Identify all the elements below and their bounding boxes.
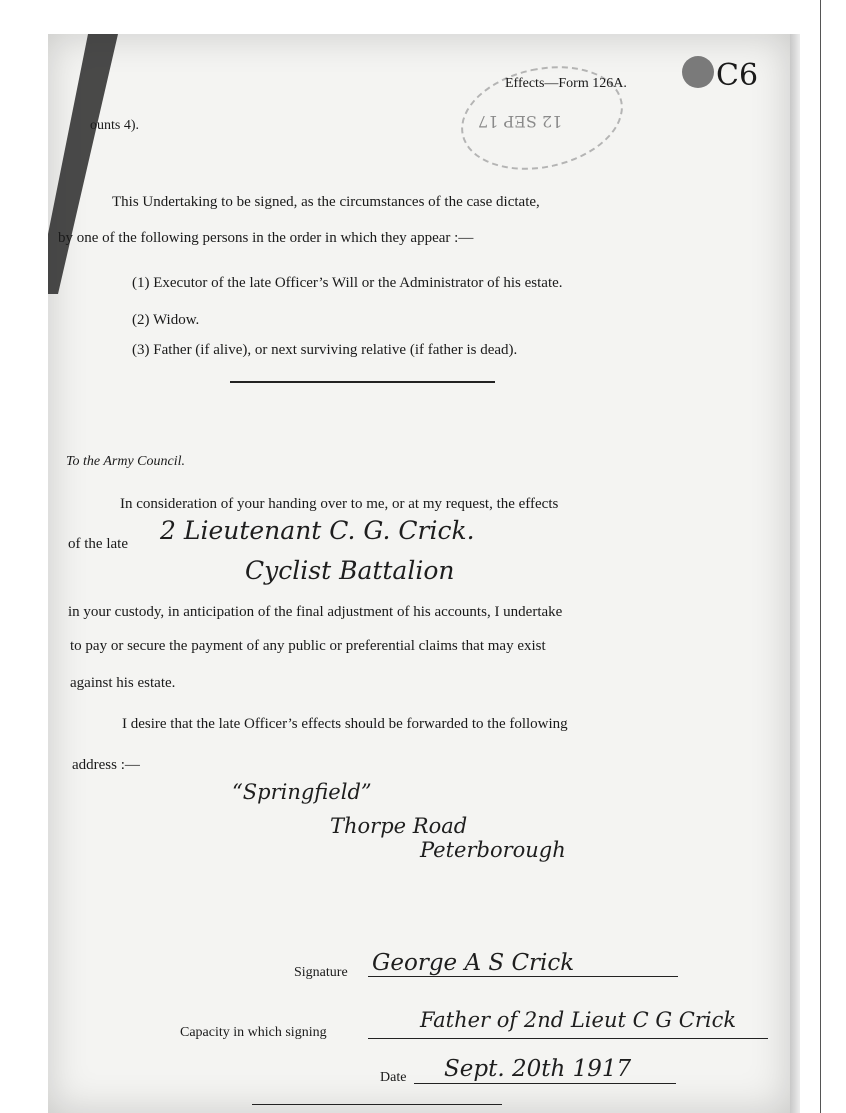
consideration-line: In consideration of your handing over to me, or at my request, the effects	[120, 496, 559, 512]
address-label: address :—	[72, 757, 140, 773]
instruction-item-1: (1) Executor of the late Officer’s Will or the Administrator of his estate.	[132, 275, 563, 291]
custody-line-1: in your custody, in anticipation of the final adjustment of his accounts, I undertake	[68, 604, 563, 620]
addressee: To the Army Council.	[66, 454, 186, 469]
signature-label: Signature	[294, 965, 348, 980]
stamp-date: 12 SEP 17	[478, 112, 563, 131]
punch-hole	[682, 56, 714, 88]
instruction-item-2: (2) Widow.	[132, 312, 200, 328]
address-line-2: Thorpe Road	[330, 814, 468, 838]
date-line	[414, 1083, 676, 1084]
custody-line-2: to pay or secure the payment of any public or preferential claims that may exist	[70, 638, 546, 654]
address-line-3: Peterborough	[420, 838, 566, 862]
date-value: Sept. 20th 1917	[444, 1056, 632, 1082]
address-line-1: “Springfield”	[232, 780, 372, 804]
accounts-fragment: ounts 4).	[90, 118, 139, 133]
signature-line	[368, 976, 678, 977]
signature-value: George A S Crick	[372, 950, 575, 976]
capacity-value: Father of 2nd Lieut C G Crick	[420, 1008, 737, 1032]
instruction-item-3: (3) Father (if alive), or next surviving relative (if father is dead).	[132, 342, 518, 358]
reference-number: C6	[716, 58, 759, 93]
officer-unit: Cyclist Battalion	[245, 556, 455, 585]
date-label: Date	[380, 1070, 407, 1085]
officer-name: 2 Lieutenant C. G. Crick.	[160, 516, 475, 545]
custody-line-3: against his estate.	[70, 675, 176, 691]
torn-margin-mark	[48, 34, 118, 294]
section-divider	[230, 381, 495, 383]
page-edge-shadow	[790, 34, 800, 1113]
form-label: Effects—Form 126A.	[505, 76, 627, 91]
instruction-intro-1: This Undertaking to be signed, as the circumstances of the case dictate,	[112, 194, 540, 210]
footer-rule	[252, 1104, 502, 1105]
desire-line: I desire that the late Officer’s effects should be forwarded to the following	[122, 716, 568, 732]
of-the-late-label: of the late	[68, 536, 128, 552]
scan-edge	[820, 0, 846, 1113]
capacity-label: Capacity in which signing	[180, 1025, 327, 1040]
instruction-intro-2: by one of the following persons in the order in which they appear :—	[58, 230, 474, 246]
capacity-line	[368, 1038, 768, 1039]
